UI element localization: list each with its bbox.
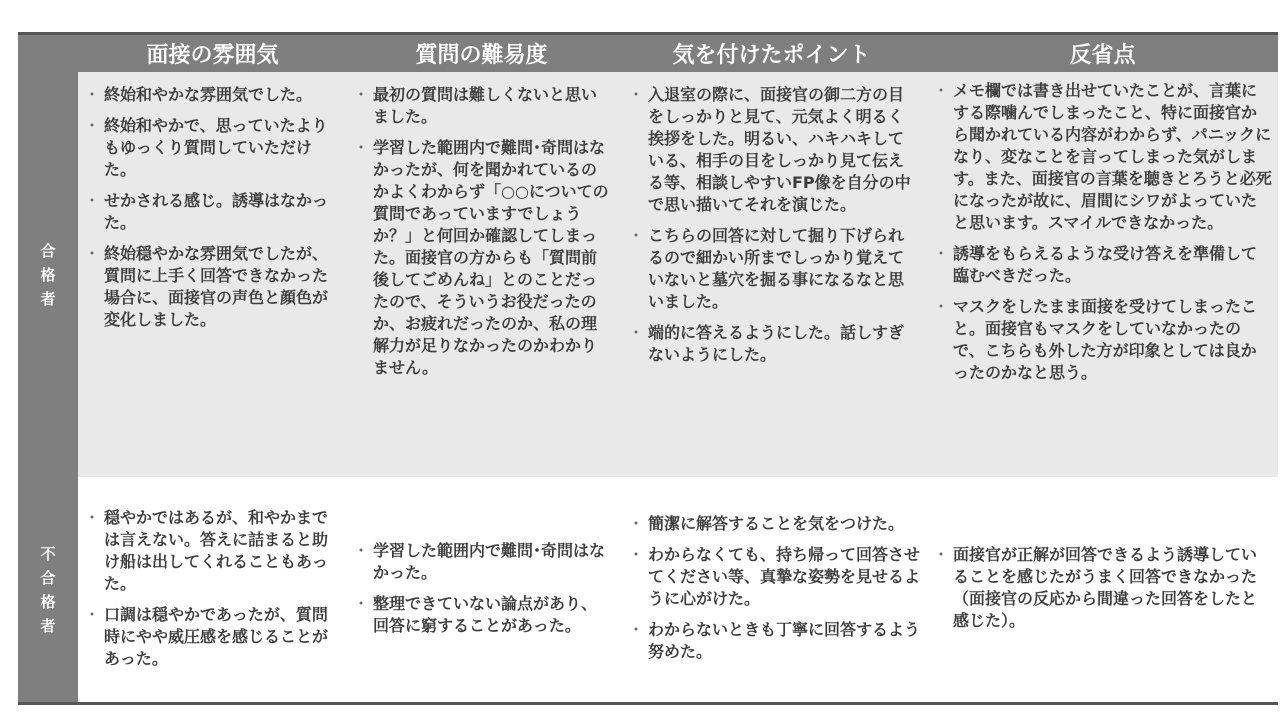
bullet-item: ・ 誘導をもらえるような受け答えを準備して臨むべきだった。	[935, 243, 1272, 287]
row-label-pass-text: 合格者	[40, 241, 56, 308]
bullet-item: ・ 学習した範囲内で難問･奇問はなかった。	[355, 540, 610, 584]
bullet-item: ・ マスクをしたまま面接を受けてしまったこと。面接官もマスクをしていなかったので、こちらも外した方が印象としては良かったのかなと思う。	[935, 296, 1272, 384]
row-label-pass	[18, 72, 78, 477]
row-label-fail	[18, 477, 78, 702]
comparison-table	[18, 32, 1278, 705]
row-label-fail-text: 不合格者	[40, 544, 56, 635]
bullet-item: ・ 入退室の際に、面接官の御二方の目をしっかりと見て、元気よく明るく挨拶をした。明るい、ハキハキしている、相手の目をしっかり見て伝える等、相談しやすいFP像を自分の中で思い描いてそれを演じた。	[630, 84, 917, 216]
bullet-item: ・ 簡潔に解答することを気をつけた。	[630, 513, 921, 535]
bullet-item: ・ わからなくても、持ち帰って回答させてください等、真摯な姿勢を見せるように心がけた。	[630, 544, 921, 610]
bullet-item: ・ 学習した範囲内で難問･奇問はなかったが、何を聞かれているのかよくわからず「○○についての質問であっていますでしょうか？」と何回か確認してしまった。面接官の方からも「質問前後してごめんね」とのことだったので、そういうお役だったのか、お疲れだったのか、私の理解力が足りなかったのかわかりません。	[355, 137, 610, 379]
bullet-item: ・ 終始穏やかな雰囲気でしたが、質問に上手く回答できなかった場合に、面接官の声色と顔色が変化しました。	[86, 243, 341, 331]
bullet-item: ・ 最初の質問は難しくないと思いました。	[355, 84, 610, 128]
bullet-item: ・ 終始和やかで、思っていたよりもゆっくり質問していただけた。	[86, 115, 341, 181]
bullet-item: ・ 穏やかではあるが、和やかまでは言えない。答えに詰まると助け船は出してくれることもあった。	[86, 507, 341, 595]
bullet-item: ・ 口調は穏やかであったが、質問時にやや威圧感を感じることがあった。	[86, 604, 341, 670]
cell-fail-reflection	[927, 477, 1278, 702]
cell-pass-points	[616, 72, 927, 477]
bullet-item: ・ せかされる感じ。誘導はなかった。	[86, 190, 341, 234]
header-difficulty: 質問の難易度	[347, 32, 616, 72]
bullet-item: ・ 整理できていない論点があり、回答に窮することがあった。	[355, 593, 610, 637]
header-corner	[18, 32, 78, 72]
header-atmosphere: 面接の雰囲気	[78, 32, 347, 72]
header-points: 気を付けたポイント	[616, 32, 927, 72]
cell-fail-atmosphere	[78, 477, 347, 702]
bullet-list	[630, 84, 917, 366]
bullet-item: ・ 終始和やかな雰囲気でした。	[86, 84, 341, 106]
cell-fail-difficulty	[347, 477, 616, 702]
bullet-list	[935, 80, 1272, 384]
bullet-list	[86, 84, 341, 331]
cell-pass-atmosphere	[78, 72, 347, 477]
cell-pass-reflection	[927, 72, 1278, 477]
bullet-list	[355, 540, 610, 646]
bullet-item: ・ メモ欄では書き出せていたことが、言葉にする際噛んでしまったこと、特に面接官から聞かれている内容がわからず、パニックになり、変なことを言ってしまった気がします。また、面接官の言葉を聴きとろうと必死になったが故に、眉間にシワがよっていたと思います。スマイルできなかった。	[935, 80, 1272, 234]
cell-pass-difficulty	[347, 72, 616, 477]
cell-fail-points	[616, 477, 927, 702]
bullet-list	[630, 513, 921, 672]
bullet-item: ・ こちらの回答に対して掘り下げられるので細かい所までしっかり覚えていないと墓穴を掘る事になるなと思いました。	[630, 225, 917, 313]
bullet-list	[935, 544, 1272, 641]
bullet-list	[86, 507, 341, 679]
bullet-item: ・ 端的に答えるようにした。話しすぎないようにした。	[630, 322, 917, 366]
bullet-item: ・ 面接官が正解が回答できるよう誘導していることを感じたがうまく回答できなかった（面接官の反応から間違った回答をしたと感じた）。	[935, 544, 1272, 632]
bullet-list	[355, 84, 610, 379]
bullet-item: ・ わからないときも丁寧に回答するよう努めた。	[630, 619, 921, 663]
header-reflection: 反省点	[927, 32, 1278, 72]
